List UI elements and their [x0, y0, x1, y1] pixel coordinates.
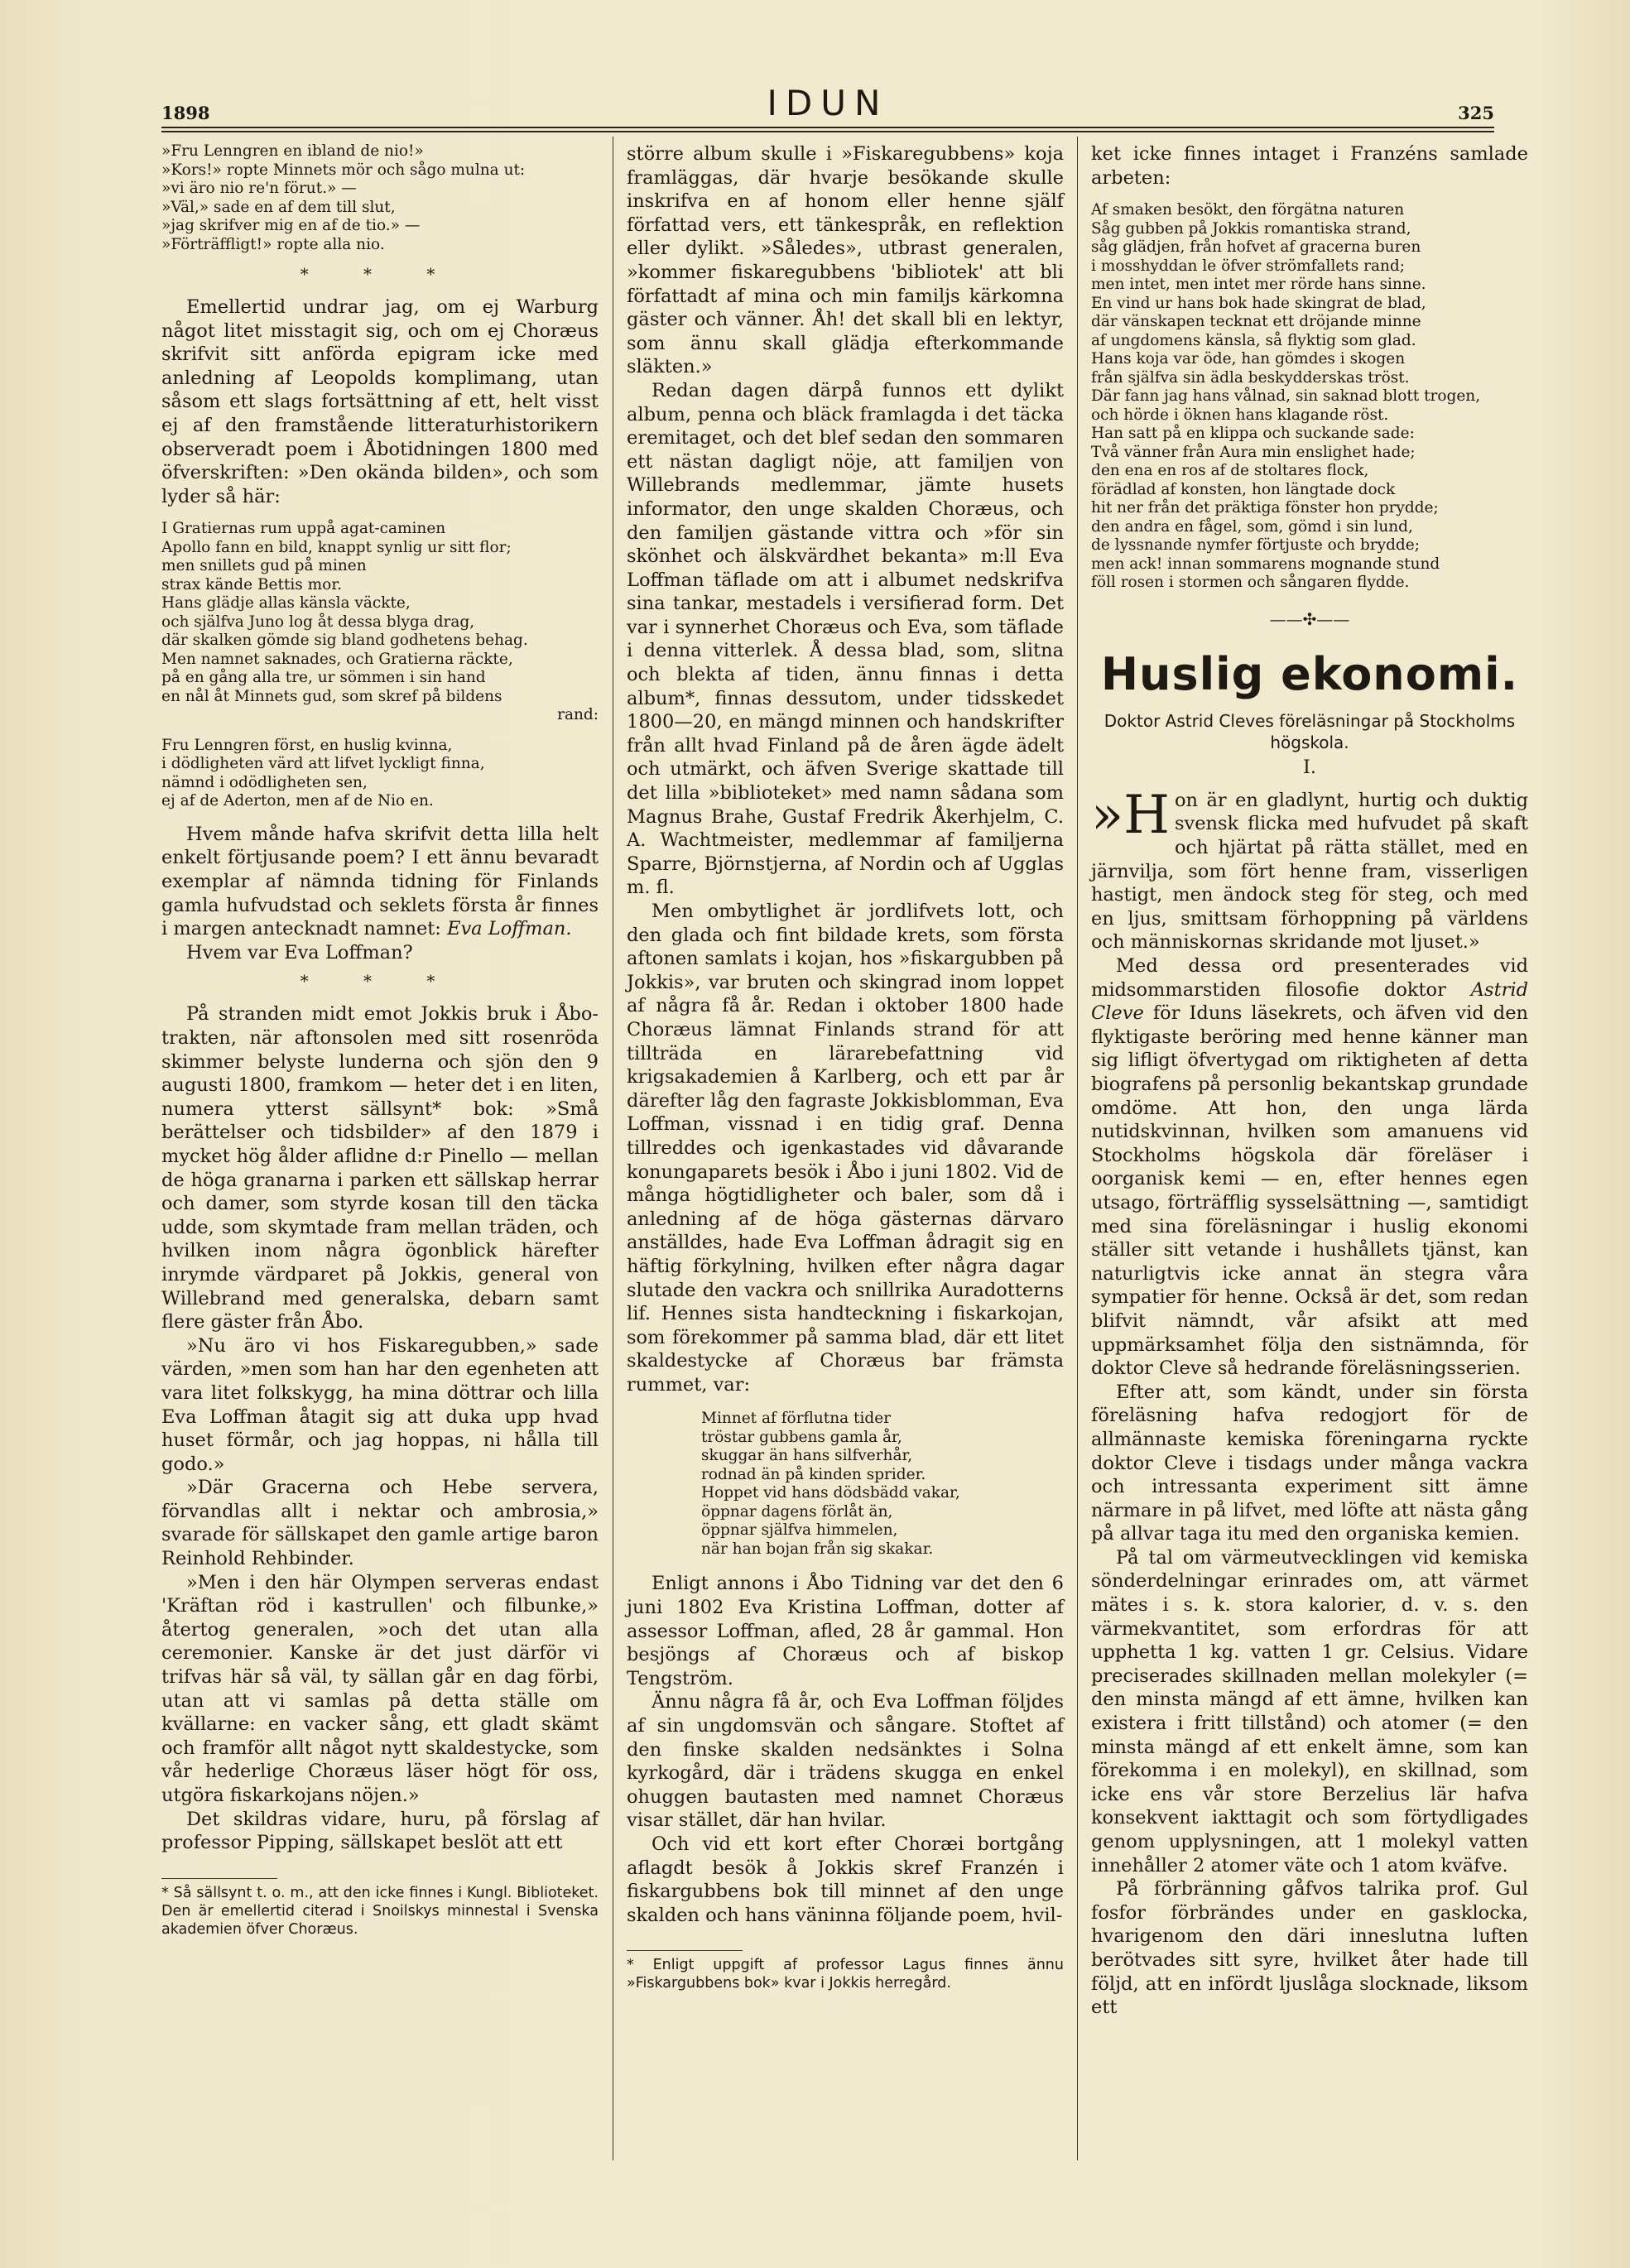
verse-line: den ena en ros af de stoltares flock, — [1091, 462, 1369, 480]
verse-line: i dödligheten värd att lifvet lyckligt finna, — [161, 755, 485, 773]
header-rule-top — [161, 127, 1494, 128]
section-number: I. — [1303, 757, 1316, 779]
verse-line: Apollo fann en bild, knappt synlig ur sitt flor; — [161, 538, 512, 556]
verse-line: men intet, men intet mer rörde hans sinne. — [1091, 276, 1426, 294]
paragraph — [161, 823, 599, 941]
verse-line: En vind ur hans bok hade skingrat de blad, — [1091, 294, 1426, 312]
poem-minnet-af-forflutna-tider — [627, 1410, 1064, 1559]
verse-line: och själfva Juno log åt dessa blyga drag, — [161, 613, 475, 631]
poem-fru-lenngren — [161, 737, 599, 811]
astrid-cleve-name: Astrid Cleve — [1091, 978, 1528, 1025]
paragraph-text: Hvem månde hafva skrifvit detta lilla helt enkelt förtjusande poem? I ett ännu bevaradt exemplar af nämnda tidning för Finlands gamla hufvudstad och seklets första år finnes i margen antecknadt namnet: — [161, 823, 599, 940]
verse-line: en nål åt Minnets gud, som skref på bildens — [161, 687, 502, 705]
page-header — [161, 83, 1494, 126]
eva-loffman-name: Eva Loffman. — [447, 918, 572, 940]
paragraph: ket icke finnes intaget i Franzéns samlade arbeten: — [1091, 143, 1528, 189]
verse-line: såg glädjen, från hofvet af gracerna buren — [1091, 238, 1421, 257]
section-ornament: ——✣—— — [1269, 608, 1350, 629]
footnote: * Så sällsynt t. o. m., att den icke finnes i Kungl. Biblioteket. Den är emellertid citerad i Snoilskys minnestal i Svenska akademien öfver Choræus. — [161, 1884, 599, 1938]
paragraph: Efter att, som kändt, under sin första föreläsning hafva redogjort för de allmännaste kemiska föreningarna ryckte doktor Cleve i tisdags under många vackra och intressanta experiment sitt ämne närmare in på lifvet, med löfte att nästa gång på allvar taga itu med den organiska kemien. — [1091, 1381, 1528, 1545]
section-subtitle: Doktor Astrid Cleves föreläsningar på Stockholms högskola. — [1103, 711, 1516, 753]
verse-line: men snillets gud på minen — [161, 557, 367, 575]
drop-cap: »H — [1091, 784, 1170, 846]
verse-line: Där fann jag hans vålnad, sin saknad blott trogen, — [1091, 387, 1481, 406]
verse-line: och hörde i öknen hans klagande röst. — [1091, 406, 1389, 424]
verse-line: Såg gubben på Jokkis romantiska strand, — [1091, 219, 1411, 238]
opening-verse — [161, 142, 599, 254]
verse-line: på en gång alla tre, ur sömmen i sin hand — [161, 669, 486, 687]
header-year: 1898 — [161, 103, 210, 123]
verse-line: nämnd i odödligheten sen, — [161, 773, 368, 791]
footnote-rule — [161, 1878, 277, 1879]
verse-line: där skalken gömde sig bland godhetens behag. — [161, 632, 528, 650]
verse-line: skuggar än hans silfverhår, — [701, 1447, 913, 1465]
paragraph: På stranden midt emot Jokkis bruk i Åbo-trakten, när aftonsolen med sitt rosenröda skimmer belyste lunderna och sjön den 9 augusti 1800, framkom — heter det i en liten, numera ytterst sällsynt* bok: »Små berättelser och tidsbilder» af den 1879 i mycket hög ålder aflidne d:r Pinello — mellan de höga granarna i parken ett sällskap herrar och damer, som styrde kosan till den täcka udde, som skymtade fram mellan träden, och hvilken inom några ögonblick härefter inrymde värdparet på Jokkis, general von Willebrand med generalska, debarn samt flere gäster från Åbo. — [161, 1003, 599, 1333]
page-number: 325 — [1458, 103, 1494, 123]
verse-line: där vänskapen tecknat ett dröjande minne — [1091, 313, 1421, 331]
verse-line: Minnet af förflutna tider — [701, 1410, 892, 1428]
paragraph — [1091, 784, 1528, 954]
verse-line: hit ner från det präktiga fönster hon prydde; — [1091, 499, 1439, 517]
paragraph-text: on är en gladlynt, hurtig och duktig svensk flicka med hufvudet på skaft och hjärtat på rätta stället, med en järnvilja, som fört henne fram, visserligen hastigt, men ändock steg för steg, och med en ljus, smittsam förhoppning på världens och människornas skridande mot ljuset.» — [1091, 789, 1528, 954]
verse-line: öppnar själfva himmelen, — [701, 1521, 898, 1540]
poem-franzen — [1091, 201, 1528, 593]
paragraph: Ännu några få år, och Eva Loffman följdes af sin ungdomsvän och sångare. Stoftet af den finske skalden nedsänktes i Solna kyrkogård, där i trädens skugga en enkel ohuggen bautasten med namnet Choræus visar stället, där han hvilar. — [627, 1691, 1064, 1832]
verse-line: »Förträffligt!» ropte alla nio. — [161, 235, 385, 253]
column-3 — [1091, 142, 1528, 2020]
verse-line: I Gratiernas rum uppå agat-caminen — [161, 520, 446, 538]
verse-line: när han bojan från sig skakar. — [701, 1540, 934, 1558]
verse-line: Hoppet vid hans dödsbädd vakar, — [701, 1484, 960, 1502]
poem-den-okanda-bilden — [161, 520, 599, 725]
paragraph-text: för Iduns läsekrets, och äfven vid den flyktigaste beröring med henne känner man sig lifligt öfvertygad om riktigheten af detta biografens på personlig bekantskap grundade omdöme. Att hon, den unga lärda nutidskvinnan, hvilken som amanuens vid Stockholms högskola där föreläser i oorganisk kemi — en, efter hennes egen utsago, förträfflig sysselsättning —, samtidigt med sina föreläsningar i huslig ekonomi ställer sitt vetande i hushållets tjänst, kan naturligtvis icke annat än stegra våra sympatier för henne. Också är det, som redan blifvit nämndt, vår afsikt att med uppmärksamhet följa den sistnämnda, för doktor Cleve så hedrande föreläsningsserien. — [1091, 1002, 1529, 1380]
masthead-title: IDUN — [767, 83, 889, 123]
paragraph: Emellertid undrar jag, om ej Warburg något litet misstagit sig, och om ej Choræus skrifvit sitt anförda epigram icke med anledning af Leopolds komplimang, utan såsom ett slags fortsättning af ett, helt visst ej af den framstående litteraturhistorikern observeradt poem i Åbotidningen 1800 med öfverskriften: »Den okända bilden», och som lyder så här: — [161, 296, 599, 507]
verse-line: den andra en fågel, som, gömd i sin lund, — [1091, 517, 1413, 536]
verse-line: Fru Lenngren först, en huslig kvinna, — [161, 736, 453, 754]
verse-line: föll rosen i stormen och sångaren flydde. — [1091, 574, 1410, 592]
verse-line: Två vänner från Aura min enslighet hade; — [1091, 443, 1416, 461]
paragraph: »Nu äro vi hos Fiskaregubben,» sade värden, »men som han har den egenheten att vara litet folkskygg, ha mina döttrar och lilla Eva Loffman åtagit sig att duka upp hvad huset förmår, och jag hoppas, ni hålla till godo.» — [161, 1334, 599, 1475]
verse-line: »jag skrifver mig en af de tio.» — — [161, 217, 421, 234]
paragraph: På förbränning gåfvos talrika prof. Gul fosfor förbrändes under en gasklocka, hvarigenom den däri inneslutna luften berötvades sitt syre, hvilket åter hade till följd, att en infördt ljuslåga slocknade, liksom ett — [1091, 1878, 1528, 2019]
verse-line: ej af de Aderton, men af de Nio en. — [161, 792, 434, 810]
paragraph: Det skildras vidare, huru, på förslag af professor Pipping, sällskapet beslöt att ett — [161, 1808, 599, 1854]
paragraph — [1091, 954, 1528, 1381]
column-2 — [627, 142, 1064, 1992]
paragraph: större album skulle i »Fiskaregubbens» koja framläggas, där hvarje besökande skulle inskrifva en af honom eller henne själf författad vers, ett tänkespråk, en reflektion eller dylikt. »Således», utbrast generalen, »kommer fiskaregubbens 'bibliotek' att bli författadt af mina och min familjs kärkomna gäster och vänner. Åh! det skall bli en lektyr, som ännu skall glädja efterkommande släkten.» — [627, 143, 1064, 378]
paragraph: »Men i den här Olympen serveras endast 'Kräftan röd i kastrullen' och filbunke,» återtog generalen, »och det utan alla ceremonier. Kanske är det just därför vi trifvas här så väl, ty sällan går en dag förbi, utan att vi samlas på detta ställe om kvällarne: en vacker sång, ett gladt skämt och framför allt något nytt skaldestycke, som vår hederlige Choræus läser högt för oss, utgöra fiskarkojans nöjen.» — [161, 1571, 599, 1806]
paragraph: Och vid ett kort efter Choræi bortgång aflagdt besök å Jokkis skref Franzén i fiskargubbens bok till minnet af den unge skalden och hans väninna följande poem, hvil- — [627, 1833, 1064, 1926]
paragraph-text: Med dessa ord presenterades vid midsommarstiden filosofie doktor — [1091, 955, 1528, 1001]
verse-line: rodnad än på kinden sprider. — [701, 1465, 926, 1483]
verse-line: rand: — [557, 706, 599, 724]
section-stars: * * * — [300, 264, 460, 284]
paragraph: Men ombytlighet är jordlifvets lott, och den glada och fint bildade krets, som första aftonen samlats i kojan, hos »fiskargubben på Jokkis», var bruten och skingrad inom loppet af några få år. Redan i oktober 1800 hade Choræus lämnat Finlands strand för att tillträda en lärarebefattning vid krigsakademien å Karlberg, och ett par år därefter låg den fagraste Jokkisblomman, Eva Loffman, vissnad i en tidig graf. Denna tillreddes och igenkastades vid dåvarande konungaparets besök i Åbo i juni 1802. Vid de många högtidligheter och baler, som då i anledning af de höga gästernas därvaro anställdes, hade Eva Loffman ådragit sig en häftig förkylning, hvilken efter några dagar slutade den vackra och snillrika Auradotterns lif. Hennes sista handteckning i fiskarkojan, som förekommer på samma blad, där ett litet skaldestycke af Choræus bar främsta rummet, var: — [627, 901, 1064, 1396]
verse-line: de lyssnande nymfer förtjuste och brydde; — [1091, 536, 1420, 555]
footnote-rule — [627, 1950, 743, 1951]
verse-line: »vi äro nio re'n förut.» — — [161, 180, 357, 197]
verse-line: tröstar gubbens gamla år, — [701, 1428, 902, 1446]
verse-line: men ack! innan sommarens mognande stund — [1091, 555, 1440, 573]
column-1 — [161, 142, 599, 1939]
verse-line: strax kände Bettis mor. — [161, 575, 343, 593]
verse-line: från själfva sin ädla beskydderskas tröst. — [1091, 368, 1410, 387]
verse-line: Men namnet saknades, och Gratierna räckte, — [161, 650, 513, 668]
section-stars: * * * — [300, 971, 460, 992]
paragraph: Hvem var Eva Loffman? — [186, 941, 413, 963]
verse-line: Han satt på en klippa och suckande sade: — [1091, 425, 1415, 443]
verse-line: Hans glädje allas känsla väckte, — [161, 594, 411, 613]
verse-line: »Kors!» ropte Minnets mör och sågo mulna ut: — [161, 161, 526, 179]
verse-line: förädlad af konsten, hon längtade dock — [1091, 480, 1396, 498]
verse-line: i mosshyddan le öfver strömfallets rand; — [1091, 257, 1405, 275]
paragraph: På tal om värmeutvecklingen vid kemiska sönderdelningar erinrades om, att värmet mätes i s. k. stora kalorier, d. v. s. den värmekvantitet, som erfordras för att upphetta 1 kg. vatten 1 gr. Celsius. Vidare preciserades skillnaden mellan molekyler (= den minsta mängd af ett ämne, hvilken kan existera i fritt tillstånd) och atomer (= den minsta mängd af ett enkelt ämne, som kan förekomma i en molekyl), en skillnad, som icke ens vår store Berzelius lär hafva konsekvent iakttagit och som förtydligades genom upplysningen, att 1 molekyl vatten innehåller 2 atomer väte och 1 atom kväfve. — [1091, 1546, 1528, 1876]
section-title: Huslig ekonomi. — [1100, 648, 1519, 701]
paragraph: Redan dagen därpå funnos ett dylikt album, penna och bläck framlagda i det täcka eremitaget, och det blef sedan den sommaren ett nästan dagligt nöje, att familjen von Willebrands medlemmar, jämte husets informator, den unge skalden Choræus, och den familjen gästande vittra och »för sin skönhet och älskvärdhet bekanta» m:ll Eva Loffman täflade om att i albumet nedskrifva sina tankar, mestadels i versifierad form. Det var i synnerhet Choræus och Eva, som täflade i denna vitterlek. Å dessa blad, som, slitna och blekta af tiden, ännu finnas i detta album*, finnas dessutom, under tidsskedet 1800—20, en mängd minnen och handskrifter från allt hvad Finland på de åren ägde ädelt och utmärkt, och äfven Sverige skattade till det lilla »biblioteket» med namn sådana som Magnus Brahe, Gustaf Fredrik Åkerhjelm, C. A. Wachtmeister, medlemmar af familjerna Sparre, Björnstjerna, af Nordin och af Ugglas m. fl. — [627, 379, 1064, 899]
verse-line: Af smaken besökt, den förgätna naturen — [1091, 201, 1405, 219]
paragraph: »Där Gracerna och Hebe servera, förvandlas allt i nektar och ambrosia,» svarade för sällskapet den gamle artige baron Reinhold Rehbinder. — [161, 1477, 599, 1570]
verse-line: »Fru Lenngren en ibland de nio!» — [161, 142, 424, 160]
verse-line: Hans koja var öde, han gömdes i skogen — [1091, 350, 1406, 368]
verse-line: af ungdomens känsla, så flyktig som glad. — [1091, 331, 1416, 349]
footnote: * Enligt uppgift af professor Lagus finnes ännu »Fiskargubbens bok» kvar i Jokkis herregård. — [627, 1957, 1064, 1992]
paragraph: Enligt annons i Åbo Tidning var det den 6 juni 1802 Eva Kristina Loffman, dotter af assessor Loffman, afled, 28 år gammal. Hon besjöngs af Choræus och af biskop Tengström. — [627, 1573, 1064, 1689]
verse-line: öppnar dagens förlåt än, — [701, 1502, 893, 1521]
verse-line: »Väl,» sade en af dem till slut, — [161, 198, 396, 216]
column-divider-2 — [1077, 137, 1078, 2160]
header-rule-bottom — [161, 131, 1494, 132]
